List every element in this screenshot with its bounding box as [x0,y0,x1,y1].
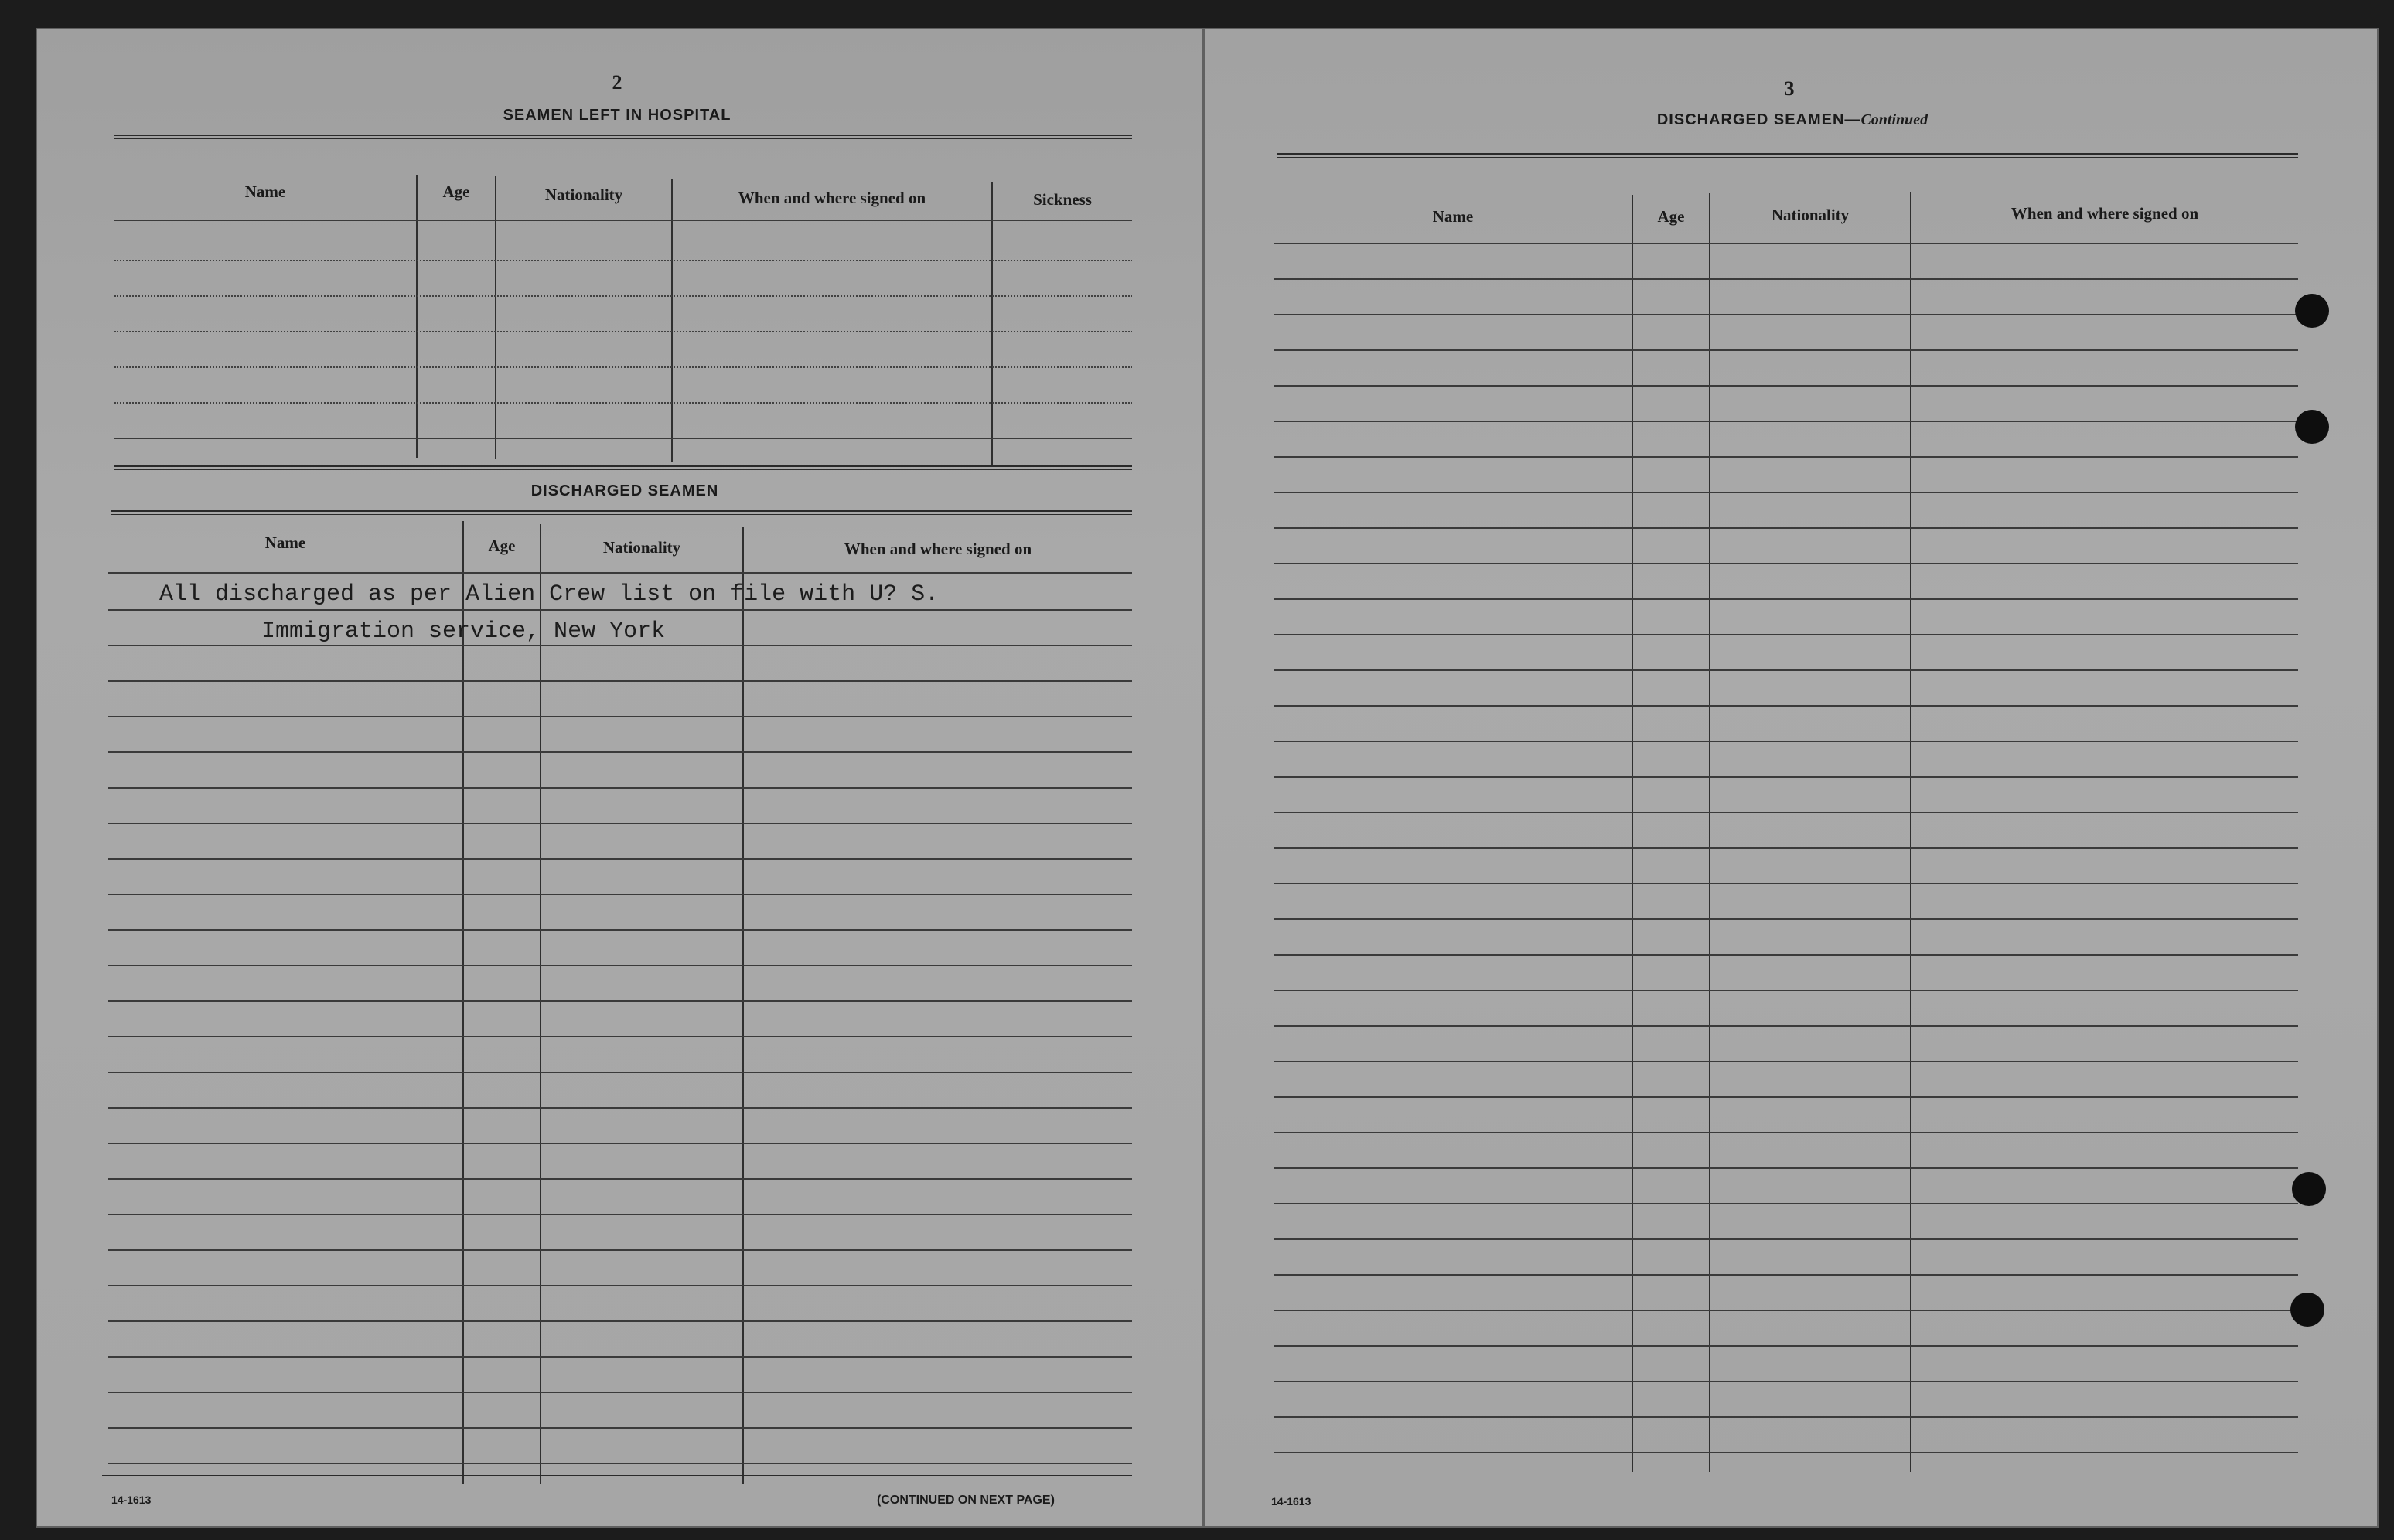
ruled-line [108,1072,1132,1073]
header-rule [1277,153,2298,158]
form-number: 14-1613 [111,1494,152,1506]
continued-note: (CONTINUED ON NEXT PAGE) [877,1494,1055,1507]
hospital-section-title: SEAMEN LEFT IN HOSPITAL [503,107,732,124]
ruled-line [1274,278,2298,280]
title-continued: Continued [1860,111,1928,128]
discharged-continued-title [1576,111,2009,129]
column-header-signed-on: When and where signed on [738,189,926,207]
column-header-age: Age [488,537,516,555]
punch-hole [2290,1293,2324,1327]
ruled-line [108,1036,1132,1037]
ruled-line [1274,1167,2298,1169]
ruled-line [108,1107,1132,1109]
discharged-continued-table [1274,162,2298,1477]
column-header-age: Age [442,182,470,201]
column-divider [416,175,418,458]
column-divider [671,179,673,462]
ruled-line [1274,456,2298,458]
ruled-line [1274,776,2298,778]
ruled-line [1274,954,2298,956]
header-rule [111,510,1132,515]
ruled-line [1274,1061,2298,1062]
typed-line-2: Immigration service, New York [261,618,666,645]
hospital-table [114,142,1132,467]
ruled-line [1274,669,2298,671]
ruled-line [1274,349,2298,351]
ruled-line [1274,1203,2298,1204]
ruled-line [1274,421,2298,422]
form-number: 14-1613 [1271,1495,1311,1508]
section-rule [114,465,1132,470]
ruled-line [108,716,1132,717]
header-underline [1274,243,2298,244]
column-divider [540,524,541,1484]
ruled-line [108,1285,1132,1286]
ruled-line [114,366,1132,368]
column-divider [742,527,744,1484]
ruled-line [1274,990,2298,991]
ruled-line [1274,563,2298,564]
ruled-line [108,645,1132,646]
column-header-name: Name [1432,207,1474,226]
ruled-line [108,751,1132,753]
left-page [36,28,1203,1528]
ruled-line [108,823,1132,824]
page-number: 2 [612,71,622,94]
column-divider [462,521,464,1484]
punch-hole [2292,1172,2326,1206]
header-rule [114,135,1132,139]
page-number: 3 [1784,77,1795,100]
ruled-line [114,402,1132,404]
column-header-signed-on: When and where signed on [2010,204,2199,223]
ruled-line [1274,1238,2298,1240]
ruled-line [1274,1274,2298,1276]
ruled-line [1274,1132,2298,1133]
column-header-sickness: Sickness [1033,190,1092,209]
column-header-name: Name [264,533,306,552]
ruled-line [1274,847,2298,849]
ruled-line [108,787,1132,789]
column-divider [991,182,993,465]
ruled-line [108,929,1132,931]
ruled-line [1274,1096,2298,1098]
ruled-line [1274,314,2298,315]
ruled-line [114,331,1132,332]
ruled-line [1274,527,2298,529]
ruled-line [108,858,1132,860]
ruled-line [114,260,1132,261]
ruled-line [1274,1381,2298,1382]
ruled-line [1274,705,2298,707]
ruled-line [1274,812,2298,813]
ruled-line [108,1000,1132,1002]
ruled-line [108,1392,1132,1393]
ruled-line [1274,634,2298,635]
ruled-line [1274,1345,2298,1347]
header-underline [108,572,1132,574]
column-divider [495,176,496,459]
column-header-nationality: Nationality [602,538,681,557]
ruled-line [1274,1416,2298,1418]
ruled-line [1274,918,2298,920]
ruled-line [1274,598,2298,600]
discharged-section-title: DISCHARGED SEAMEN [530,482,719,499]
discharged-table [108,518,1132,1492]
column-header-age: Age [1657,207,1685,226]
ruled-line [108,1320,1132,1322]
punch-hole [2295,410,2329,444]
right-page [1203,28,2379,1528]
ruled-line [108,609,1132,611]
column-header-signed-on: When and where signed on [844,540,1032,558]
ruled-line [108,894,1132,895]
ruled-line [108,1463,1132,1464]
ruled-line [1274,883,2298,884]
column-header-nationality: Nationality [1771,206,1850,224]
ruled-line [108,1178,1132,1180]
ruled-line [1274,741,2298,742]
ruled-line [1274,1025,2298,1027]
ruled-line [108,1427,1132,1429]
ruled-line [114,295,1132,297]
ruled-line [108,1143,1132,1144]
title-main: DISCHARGED SEAMEN— [1656,111,1861,128]
punch-hole [2295,294,2329,328]
header-underline [114,220,1132,221]
column-divider [1910,192,1911,1472]
ruled-line [108,1249,1132,1251]
ruled-line [108,680,1132,682]
ruled-line [1274,385,2298,387]
bottom-rule [102,1475,1132,1477]
typed-line-1: All discharged as per Alien Crew list on file with U? S. [159,581,940,608]
ruled-line [108,1214,1132,1215]
ruled-line [108,1356,1132,1358]
ruled-line [1274,492,2298,493]
column-header-name: Name [244,182,286,201]
ruled-line [114,438,1132,439]
ruled-line [1274,1310,2298,1311]
ruled-line [108,965,1132,966]
column-header-nationality: Nationality [544,186,623,204]
ruled-line [1274,1452,2298,1453]
